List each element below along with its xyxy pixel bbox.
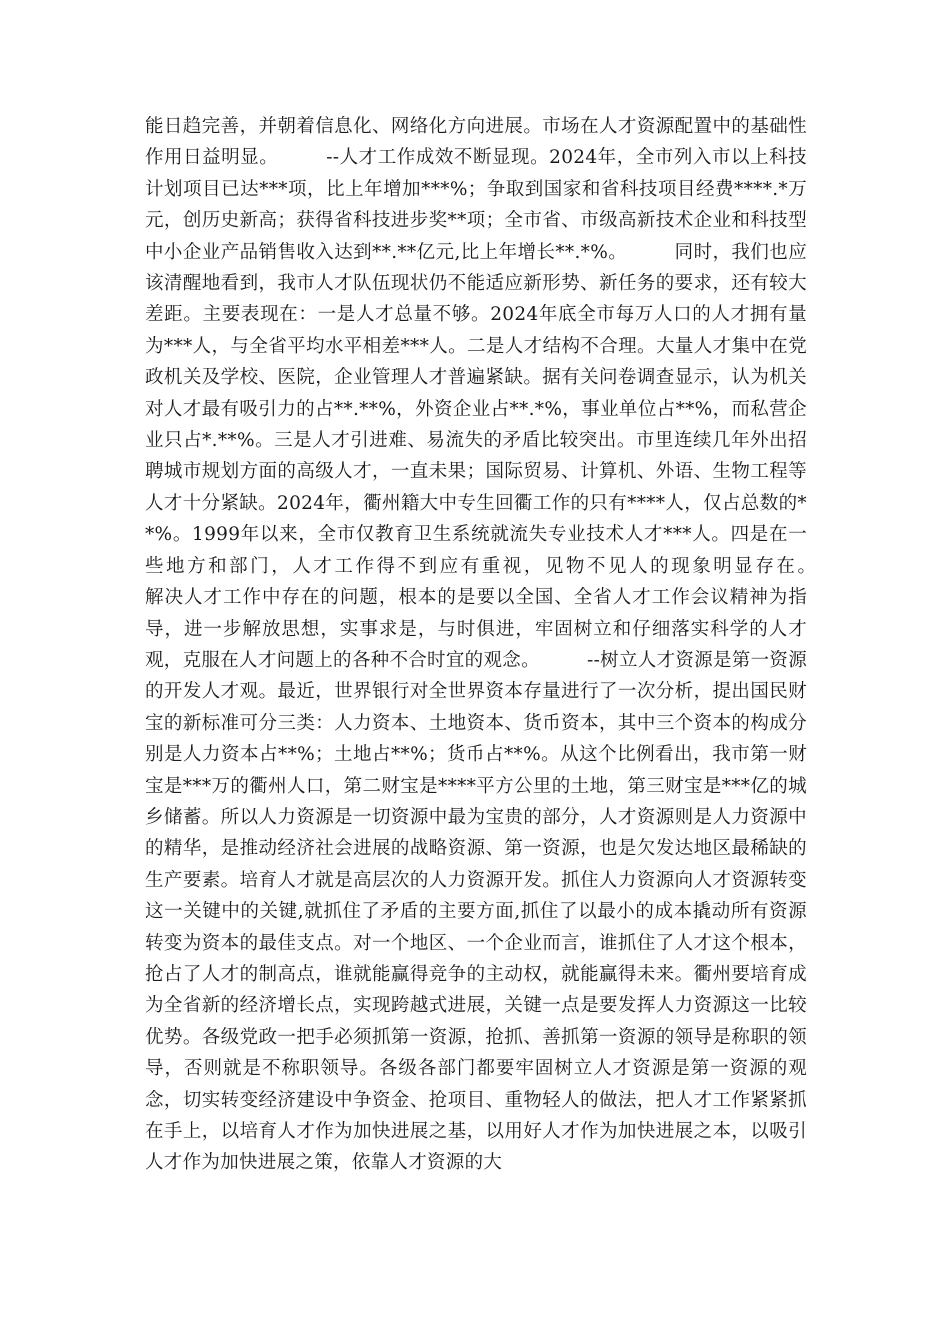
document-body xyxy=(145,111,864,1179)
body-paragraph: 能日趋完善，并朝着信息化、网络化方向进展。市场在人才资源配置中的基础性作用日益明显。 --人才工作成效不断显现。2024年，全市列入市以上科技计划项目已达***项，比上年增加***%；争取到国家和省科技项目经费****.*万元，创历史新高；获得省科技进步奖**项；全市省、市级高新技术企业和科技型中小企业产品销售收入达到**.**亿元,比上年增长**.*%。 同时，我们也应该清醒地看到，我市人才队伍现状仍不能适应新形势、新任务的要求，还有较大差距。主要表现在：一是人才总量不够。2024年底全市每万人口的人才拥有量为***人，与全省平均水平相差***人。二是人才结构不合理。大量人才集中在党政机关及学校、医院，企业管理人才普遍紧缺。据有关问卷调查显示，认为机关对人才最有吸引力的占**.**%，外资企业占**.*%，事业单位占**%，而私营企业只占*.**%。三是人才引进难、易流失的矛盾比较突出。市里连续几年外出招聘城市规划方面的高级人才，一直未果；国际贸易、计算机、外语、生物工程等人才十分紧缺。2024年，衢州籍大中专生回衢工作的只有****人，仅占总数的**%。1999年以来，全市仅教育卫生系统就流失专业技术人才***人。四是在一些地方和部门，人才工作得不到应有重视，见物不见人的现象明显存在。 解决人才工作中存在的问题，根本的是要以全国、全省人才工作会议精神为指导，进一步解放思想，实事求是，与时俱进，牢固树立和仔细落实科学的人才观，克服在人才问题上的各种不合时宜的观念。 --树立人才资源是第一资源的开发人才观。最近，世界银行对全世界资本存量进行了一次分析，提出国民财宝的新标准可分三类：人力资本、土地资本、货币资本，其中三个资本的构成分别是人力资本占**%；土地占**%；货币占**%。从这个比例看出，我市第一财宝是***万的衢州人口，第二财宝是****平方公里的土地，第三财宝是***亿的城乡储蓄。所以人力资源是一切资源中最为宝贵的部分，人才资源则是人力资源中的精华，是推动经济社会进展的战略资源、第一资源，也是欠发达地区最稀缺的生产要素。培育人才就是高层次的人力资源开发。抓住人力资源向人才资源转变这一关键中的关键,就抓住了矛盾的主要方面,抓住了以最小的成本撬动所有资源转变为资本的最佳支点。对一个地区、一个企业而言，谁抓住了人才这个根本，抢占了人才的制高点，谁就能赢得竞争的主动权，就能赢得未来。衢州要培育成为全省新的经济增长点，实现跨越式进展，关键一点是要发挥人力资源这一比较优势。各级党政一把手必须抓第一资源，抢抓、善抓第一资源的领导是称职的领导，否则就是不称职领导。各级各部门都要牢固树立人才资源是第一资源的观念，切实转变经济建设中争资金、抢项目、重物轻人的做法，把人才工作紧紧抓在手上，以培育人才作为加快进展之基，以用好人才作为加快进展之本，以吸引人才作为加快进展之策，依靠人才资源的大 xyxy=(145,116,864,1174)
